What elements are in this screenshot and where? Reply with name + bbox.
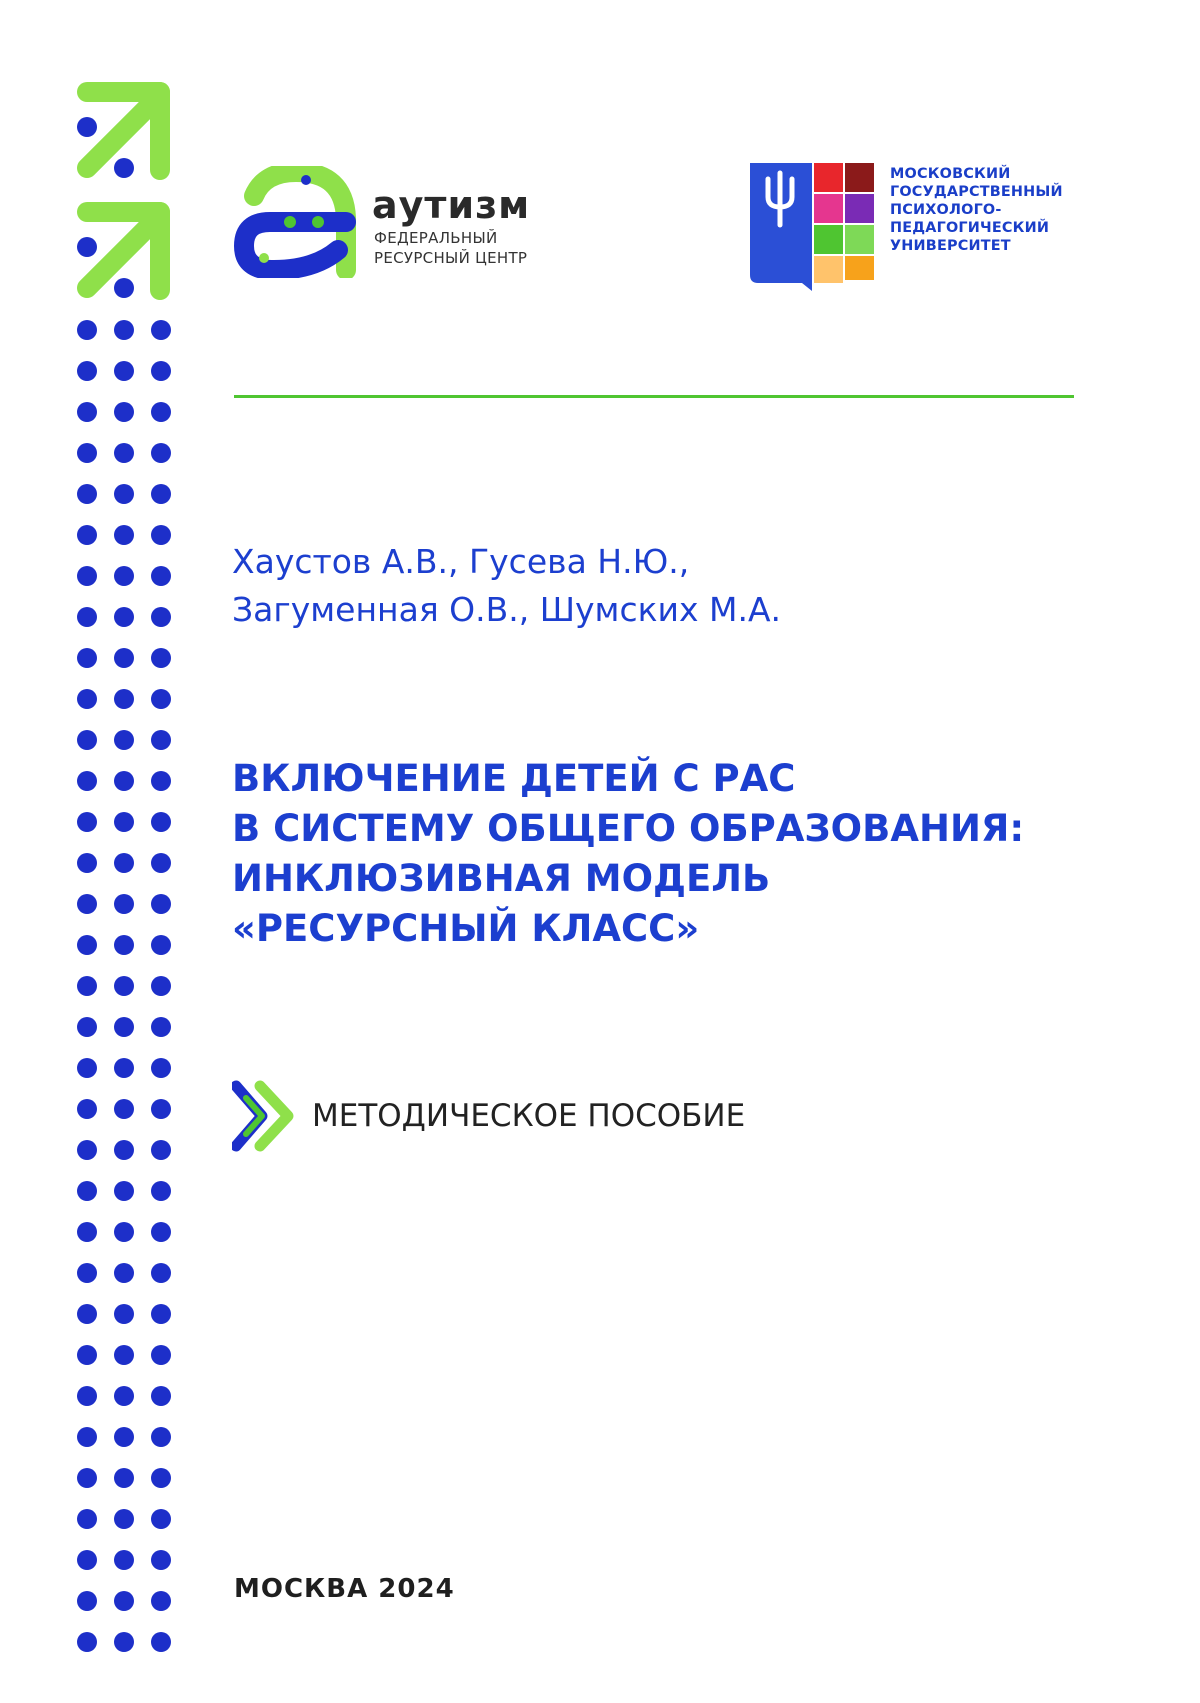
dot (77, 1591, 97, 1611)
dot (114, 1222, 134, 1242)
authors-line: Загуменная О.В., Шумских М.А. (232, 590, 782, 629)
dot (151, 361, 171, 381)
mgppu-name-line: УНИВЕРСИТЕТ (890, 238, 1011, 254)
dot (114, 1017, 134, 1037)
dot (114, 566, 134, 586)
dot (151, 1058, 171, 1078)
mgppu-logo (750, 163, 1080, 308)
dot (114, 1099, 134, 1119)
dot (114, 1591, 134, 1611)
dot (77, 1632, 97, 1652)
dot (77, 1181, 97, 1201)
publication-type: МЕТОДИЧЕСКОЕ ПОСОБИЕ (312, 1098, 746, 1134)
authors-line: Хаустов А.В., Гусева Н.Ю., (232, 542, 690, 581)
dot (114, 1427, 134, 1447)
dot (151, 1632, 171, 1652)
mgppu-shield-icon (750, 163, 880, 308)
dot (77, 771, 97, 791)
dot (151, 525, 171, 545)
dot (77, 566, 97, 586)
dot (114, 484, 134, 504)
dot (77, 1058, 97, 1078)
dot (114, 1345, 134, 1365)
dot (151, 607, 171, 627)
dot (114, 689, 134, 709)
dot (114, 525, 134, 545)
mgppu-name-line: ГОСУДАРСТВЕННЫЙ (890, 184, 1063, 200)
double-up-right-arrow-icon (77, 92, 160, 298)
dot (114, 730, 134, 750)
dot (77, 1099, 97, 1119)
dot (114, 648, 134, 668)
dot (114, 1550, 134, 1570)
dot (151, 1181, 171, 1201)
dot (114, 1263, 134, 1283)
dot (77, 1509, 97, 1529)
dot (151, 1345, 171, 1365)
dot (151, 976, 171, 996)
dot (114, 1386, 134, 1406)
dot (77, 730, 97, 750)
autism-logo-title: аутизм (372, 183, 531, 227)
dot (151, 1263, 171, 1283)
dot (77, 812, 97, 832)
dot (151, 1099, 171, 1119)
dot (114, 1181, 134, 1201)
dot (77, 443, 97, 463)
autism-logo (234, 166, 594, 278)
dot (151, 648, 171, 668)
dot (151, 894, 171, 914)
dot (151, 1140, 171, 1160)
dot (114, 812, 134, 832)
dot (114, 1140, 134, 1160)
mgppu-name-line: ПСИХОЛОГО- (890, 202, 1002, 218)
dot (77, 648, 97, 668)
dot (77, 1263, 97, 1283)
book-title-line: В СИСТЕМУ ОБЩЕГО ОБРАЗОВАНИЯ: (232, 807, 1025, 850)
dot (114, 1632, 134, 1652)
dot (114, 1468, 134, 1488)
dot (114, 402, 134, 422)
dot (151, 1509, 171, 1529)
dot (114, 1509, 134, 1529)
dot (77, 853, 97, 873)
mgppu-name-line: ПЕДАГОГИЧЕСКИЙ (890, 220, 1050, 236)
dot (77, 1304, 97, 1324)
dot (151, 1222, 171, 1242)
dot (77, 1468, 97, 1488)
dot (77, 484, 97, 504)
dot (151, 443, 171, 463)
book-title-line: ИНКЛЮЗИВНАЯ МОДЕЛЬ (232, 857, 771, 900)
dot (114, 443, 134, 463)
dot (77, 1222, 97, 1242)
dot (114, 1304, 134, 1324)
dot (77, 894, 97, 914)
dot (77, 607, 97, 627)
dot (151, 689, 171, 709)
decorative-dot-column (0, 0, 200, 1703)
dot (151, 484, 171, 504)
dot (77, 935, 97, 955)
dot (151, 771, 171, 791)
double-chevron-icon (232, 1080, 298, 1152)
dot (151, 1304, 171, 1324)
dot (114, 320, 134, 340)
dot (77, 1017, 97, 1037)
dot (77, 1386, 97, 1406)
dot (151, 1550, 171, 1570)
dot (151, 1017, 171, 1037)
mgppu-name (890, 165, 1063, 255)
dot (77, 689, 97, 709)
dot (77, 1140, 97, 1160)
autism-subtitle-line: ФЕДЕРАЛЬНЫЙ (374, 229, 498, 247)
book-title-line: ВКЛЮЧЕНИЕ ДЕТЕЙ С РАС (232, 757, 796, 800)
dot (114, 771, 134, 791)
mgppu-name-line: МОСКОВСКИЙ (890, 166, 1011, 182)
book-title (232, 754, 1024, 954)
autism-subtitle-line: РЕСУРСНЫЙ ЦЕНТР (374, 249, 528, 267)
dot (77, 1550, 97, 1570)
dot (77, 1427, 97, 1447)
dot (77, 361, 97, 381)
dot (114, 607, 134, 627)
autism-logo-subtitle (374, 228, 527, 268)
dot (114, 853, 134, 873)
authors (232, 538, 781, 634)
dot (151, 1591, 171, 1611)
dot (114, 935, 134, 955)
dot (114, 976, 134, 996)
autism-a-logo-icon (234, 166, 356, 278)
dot (77, 525, 97, 545)
dot (151, 853, 171, 873)
dot-grid (77, 320, 171, 1652)
dot (114, 361, 134, 381)
dot (151, 730, 171, 750)
dot (151, 1427, 171, 1447)
dot (151, 1386, 171, 1406)
dot (151, 320, 171, 340)
dot (77, 402, 97, 422)
dot (77, 320, 97, 340)
dot (77, 976, 97, 996)
dot (151, 566, 171, 586)
dot (151, 402, 171, 422)
dot (151, 1468, 171, 1488)
dot (114, 894, 134, 914)
city-year: МОСКВА 2024 (234, 1574, 455, 1604)
dot (151, 812, 171, 832)
dot (151, 935, 171, 955)
dot (114, 1058, 134, 1078)
dot (77, 1345, 97, 1365)
green-divider (234, 395, 1074, 398)
book-title-line: «РЕСУРСНЫЙ КЛАСС» (232, 907, 700, 950)
